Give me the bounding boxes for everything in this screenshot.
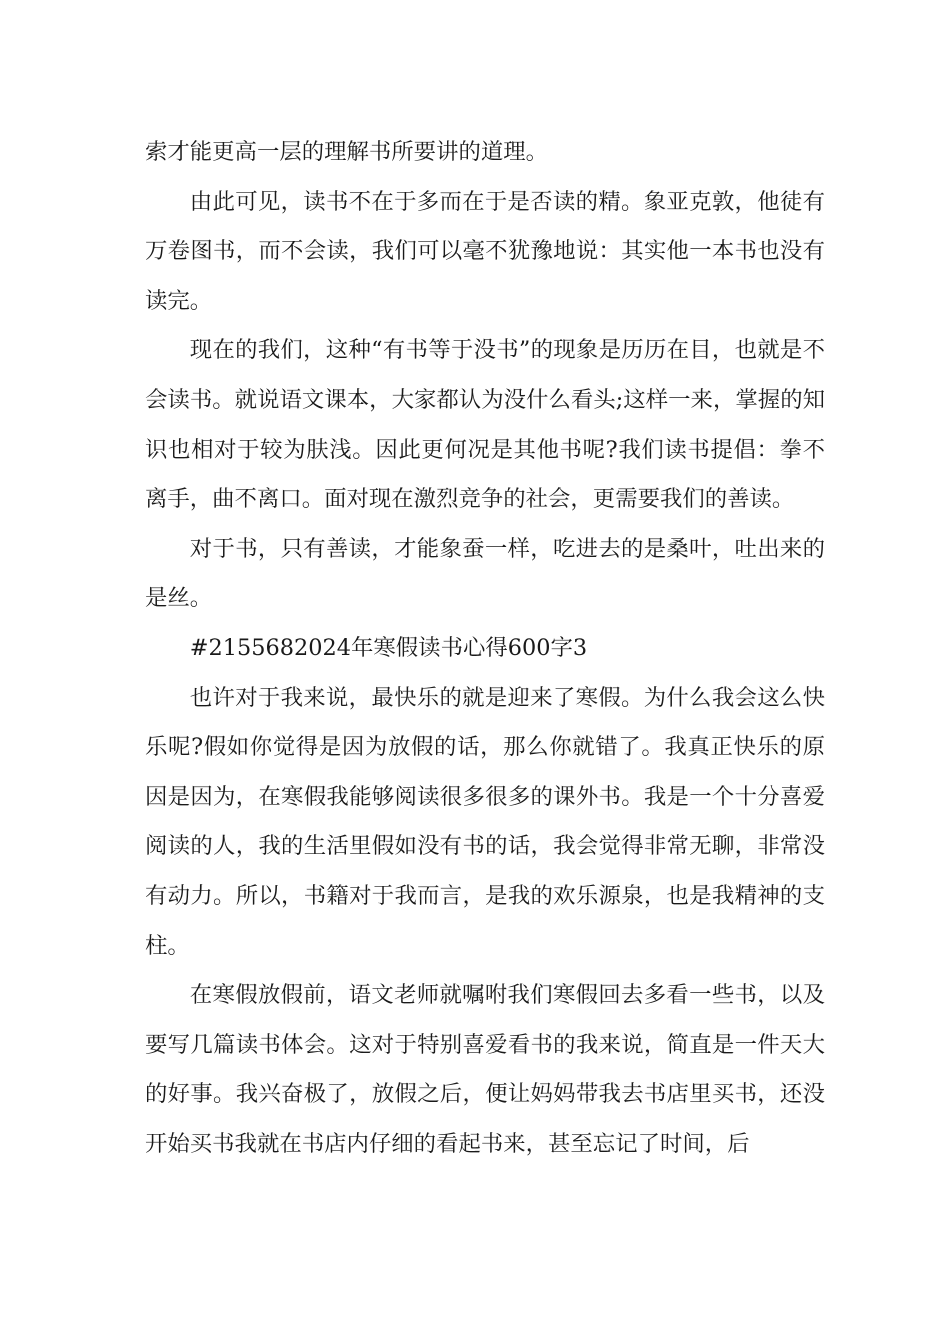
paragraph-reading-habits: 现在的我们，这种“有书等于没书”的现象是历历在目，也就是不会读书。就说语文课本，大家都认为没什么看头;这样一来，掌握的知识也相对于较为肤浅。因此更何况是其他书呢?我们读书提倡：拳不离手，曲不离口。面对现在激烈竞争的社会，更需要我们的善读。 [145, 337, 825, 513]
paragraph-reading-essence: 由此可见，读书不在于多而在于是否读的精。象亚克敦，他徒有万卷图书，而不会读，我们可以毫不犹豫地说：其实他一本书也没有读完。 [145, 188, 825, 314]
document-body [145, 128, 825, 1169]
section-heading: #2155682024年寒假读书心得600字3 [189, 634, 588, 661]
paragraph-winter-vacation: 也许对于我来说，最快乐的就是迎来了寒假。为什么我会这么快乐呢?假如你觉得是因为放假的话，那么你就错了。我真正快乐的原因是因为，在寒假我能够阅读很多很多的课外书。我是一个十分喜爱阅读的人，我的生活里假如没有书的话，我会觉得非常无聊，非常没有动力。所以，书籍对于我而言，是我的欢乐源泉，也是我精神的支柱。 [145, 684, 825, 959]
paragraph-continuation: 索才能更高一层的理解书所要讲的道理。 [145, 139, 549, 165]
paragraph-bookstore: 在寒假放假前，语文老师就嘱咐我们寒假回去多看一些书，以及要写几篇读书体会。这对于特别喜爱看书的我来说，简直是一件天大的好事。我兴奋极了，放假之后，便让妈妈带我去书店里买书，还没开始买书我就在书店内仔细的看起书来，甚至忘记了时间，后 [145, 982, 825, 1157]
paragraph-silkworm: 对于书，只有善读，才能象蚕一样，吃进去的是桑叶，吐出来的是丝。 [145, 535, 825, 612]
